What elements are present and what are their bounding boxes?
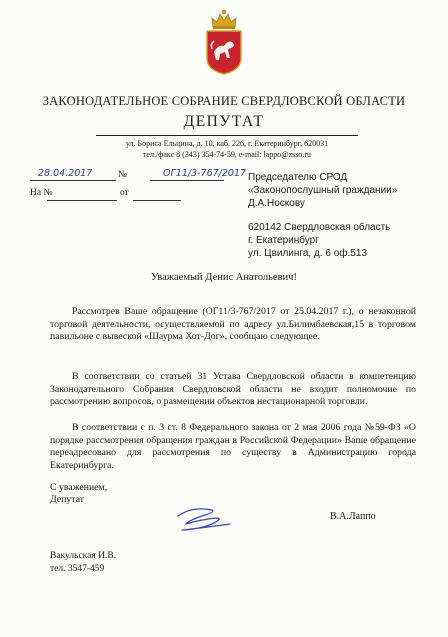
body-paragraph <box>50 371 416 409</box>
recipient-position: Председателю СРОД <box>248 172 348 183</box>
closing-phrase: С уважением, <box>50 482 108 493</box>
reply-to-number-blank <box>47 200 117 201</box>
paragraph-text: В соответствии со статьей 31 Устава Свердловской области в компетенцию Законодательного Собрания Свердловской области не входит полномочие по рассмотрению вопросов, о размещении объектов нестационарной торговли. <box>50 371 416 407</box>
reply-to-number-label: На № <box>30 188 53 198</box>
registration-date: 28.04.2017 <box>38 168 93 179</box>
recipient-city: г. Екатеринбург <box>248 235 319 246</box>
body-paragraph <box>50 306 416 344</box>
registration-number: ОГ11/3-767/2017 <box>163 168 247 179</box>
organization-name: ЗАКОНОДАТЕЛЬНОЕ СОБРАНИЕ СВЕРДЛОВСКОЙ ОБЛАСТИ <box>42 94 406 108</box>
paragraph-text: Рассмотрев Ваше обращение (ОГ11/3-767/2017 от 25.04.2017 г.), о незаконной торговой деятельности, осуществляемой по адресу ул.Билимбаевская,15 в торговом павильоне с вывеской «Шаурма Хот-Дог», сообщаю следующее. <box>50 306 416 342</box>
reply-date-blank <box>133 200 181 201</box>
recipient-street: ул. Цвилинга, д. 6 оф.513 <box>248 248 367 259</box>
signature-icon <box>172 502 238 536</box>
number-label: № <box>118 170 128 180</box>
number-underline <box>150 180 224 181</box>
paragraph-text: В соответствии с п. 3 ст. 8 Федерального закона от 2 мая 2006 года №59-ФЗ «О порядке рассмотрения обращения граждан в Российской Федерации» Ваше обращение переадресовано для рассмотрения по существу в Администрацию города Екатеринбурга. <box>50 422 416 471</box>
executor-name: Вакульская И.В. <box>50 551 117 561</box>
signer-name: В.А.Лаппо <box>330 511 376 522</box>
document-title: ДЕПУТАТ <box>183 113 265 130</box>
reply-date-label: от <box>120 188 129 198</box>
executor-phone: тел. 3547-459 <box>50 564 105 574</box>
salutation: Уважаемый Денис Анатольевич! <box>151 272 297 283</box>
body-paragraph <box>50 422 416 472</box>
address-line: ул. Бориса Ельцина, д. 10, каб. 226, г. Екатеринбург, 620031 <box>125 139 329 148</box>
recipient-organization: «Законопослушный граждании» <box>248 185 398 196</box>
recipient-region: 620142 Свердловская область <box>248 222 391 233</box>
contact-line: тел./факс 8 (343) 354-74-59, e-mail: lappo@zsso.ru <box>142 150 312 159</box>
coat-of-arms-icon <box>204 8 244 76</box>
date-underline <box>30 180 116 181</box>
recipient-name: Д.А.Носкову <box>248 198 305 209</box>
crown-icon <box>212 10 236 29</box>
signer-position: Депутат <box>50 494 85 505</box>
header-divider <box>96 135 358 136</box>
